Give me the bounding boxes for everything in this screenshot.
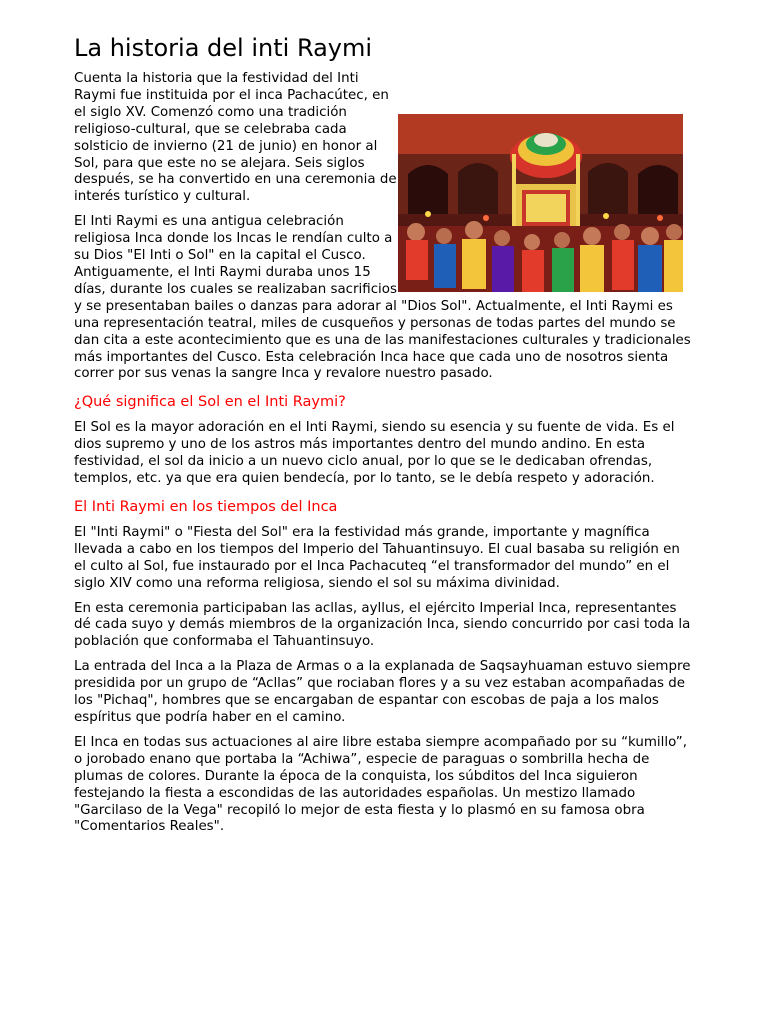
section-2-paragraph-1: El "Inti Raymi" o "Fiesta del Sol" era la festividad más grande, importante y magnífica llevada a cabo en los tiempos del Imperio del Tahuantinsuyo. El cual basaba su religión en el culto al Sol, fue instaurado por el Inca Pachacuteq “el transformador del mundo” en el siglo XIV como una reforma religiosa, siendo el sol su máxima divinidad. — [74, 524, 680, 591]
section-2-paragraph-2: En esta ceremonia participaban las acllas, ayllus, el ejército Imperial Inca, representantes dé cada suyo y demás miembros de la organización Inca, siendo concurrido por casi toda la población que conformaba el Tahuantinsuyo. — [74, 600, 691, 650]
festival-photo — [398, 114, 683, 292]
section-2-paragraph-3: La entrada del Inca a la Plaza de Armas o a la explanada de Saqsayhuaman estuvo siempre presidida por un grupo de “Acllas” que rociaban flores y a su vez estaban acompañadas de los "Pichaq", hombres que se encargaban de espantar con escobas de paja a los malos espíritus que podría haber en el camino. — [74, 659, 691, 725]
section-1-paragraph-1: El Sol es la mayor adoración en el Inti Raymi, siendo su esencia y su fuente de vida. Es el dios supremo y uno de los astros más importantes dentro del mundo andino. En esta festividad, el sol da inicio a un nuevo ciclo anual, por lo que se le dedicaban ofrendas, templos, etc. ya que era quien bendecía, por lo tanto, se le debía respeto y adoración. — [74, 420, 675, 487]
page-title: La historia del inti Raymi — [74, 34, 373, 62]
intro-paragraph-1-lead — [74, 71, 397, 204]
section-heading-1: ¿Qué significa el Sol en el Inti Raymi? — [74, 394, 346, 411]
intro-paragraph-2: El Inti Raymi es una antigua celebración religiosa Inca donde los Incas le rendían culto a su Dios "El Inti o Sol" en la capital el Cusco. Antiguamente, el Inti Raymi duraba unos 15 días, durante los cuales se realizaban sacrificios y se presentaban bailes o danzas para adorar al "Dios Sol". Actualmente, el Inti Raymi es una representación teatral, miles de cusqueños y personas de todas partes del mundo se dan cita a este acontecimiento que es una de las manifestaciones culturales y tradicionales más importantes del Cusco. Esta celebración Inca hace que cada uno de nosotros sienta correr por sus venas la sangre Inca y revalore nuestro pasado. — [74, 214, 691, 382]
section-heading-2: El Inti Raymi en los tiempos del Inca — [74, 498, 338, 515]
intro-text-1: Cuenta la historia que la festividad del Inti Raymi fue instituida por el inca Pachacútec, en el siglo XV. Comenzó como una tradición religioso-cultural, que se celebraba cada solsticio de invierno (21 de junio) en honor al Sol, para que este no se alejara. Seis siglos después, se ha convertido en una ceremonia de interés turístico y cultural. — [74, 71, 397, 205]
section-2-paragraph-4: El Inca en todas sus actuaciones al aire libre estaba siempre acompañado por su “kumillo”, o jorobado enano que portaba la “Achiwa”, especie de paraguas o sombrilla hecha de plumas de colores. Durante la época de la conquista, los súbditos del Inca siguieron festejando la fiesta a escondidas de las autoridades españolas. Un mestizo llamado "Garcilaso de la Vega" recopiló lo mejor de esta fiesta y lo plasmó en su famosa obra "Comentarios Reales". — [74, 734, 687, 835]
